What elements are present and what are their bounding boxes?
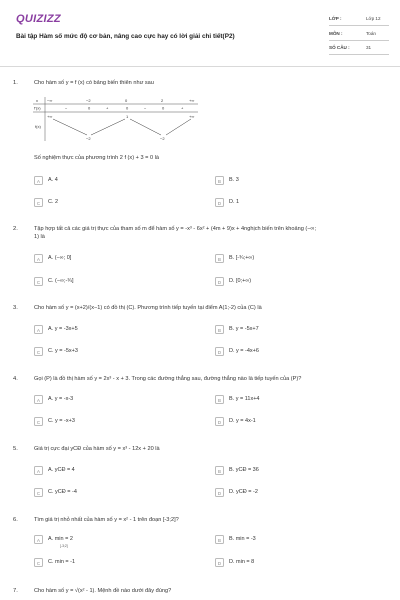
page-title: Bài tập Hàm số mức độ cơ bản, nâng cao cực hay có lời giải chi tiết(P2) xyxy=(16,33,235,40)
meta-label: LỚP : xyxy=(329,16,342,21)
divider xyxy=(329,25,389,26)
option-b[interactable] xyxy=(215,466,385,476)
option-c[interactable] xyxy=(34,488,204,498)
option-letter: C xyxy=(34,198,43,207)
table-fp-label: f'(x) xyxy=(34,105,41,111)
question-text: Cho hàm số y = f (x) có bảng biến thiên như sau xyxy=(34,80,154,86)
question-text: Tìm giá trị nhỏ nhất của hàm số y = x² - 1 trên đoạn [-3;2]? xyxy=(34,517,179,523)
option-b[interactable] xyxy=(215,535,385,545)
variation-table xyxy=(33,97,198,143)
option-a[interactable] xyxy=(34,395,204,405)
min-subscript: [-3;2] xyxy=(60,544,68,548)
option-label: D. yCĐ = -2 xyxy=(229,489,258,495)
option-c[interactable] xyxy=(34,198,204,208)
option-d[interactable] xyxy=(215,277,385,287)
quizizz-logo: QUIZIZZ xyxy=(16,13,61,25)
option-letter: C xyxy=(34,347,43,356)
question-number: 5. xyxy=(13,446,18,452)
question-text: Gọi (P) là đồ thị hàm số y = 2x³ - x + 3. Trong các đường thẳng sau, đường thẳng nào là tiếp tuyến của (P)? xyxy=(34,376,302,382)
question-text: Giá trị cực đại yCĐ của hàm số y = x³ - 12x + 20 là xyxy=(34,446,160,452)
meta-class xyxy=(329,14,389,26)
table-sign: + xyxy=(181,105,184,111)
option-a[interactable] xyxy=(34,176,204,186)
option-letter: A xyxy=(34,176,43,185)
option-letter: B xyxy=(215,395,224,404)
option-label: C. y = -x+3 xyxy=(48,418,75,424)
divider xyxy=(329,40,389,41)
option-label: B. [-¾;+∞) xyxy=(229,255,255,261)
table-x-value: −∞ xyxy=(47,98,53,103)
option-label: D. 1 xyxy=(229,199,240,205)
option-label: B. y = 11x+4 xyxy=(229,396,260,402)
header xyxy=(0,0,400,62)
option-letter: D xyxy=(215,417,224,426)
option-label: C. yCĐ = -4 xyxy=(48,489,77,495)
option-a[interactable] xyxy=(34,466,204,476)
option-label: C. min = -1 xyxy=(48,559,76,565)
table-f-value: +∞ xyxy=(189,114,195,119)
option-label: C. (−∞;-¾] xyxy=(48,278,74,284)
table-f-value: −2 xyxy=(160,136,165,141)
question-number: 3. xyxy=(13,305,18,311)
option-letter: D xyxy=(215,347,224,356)
option-letter: D xyxy=(215,558,224,567)
question-number: 4. xyxy=(13,376,18,382)
question-number: 7. xyxy=(13,588,18,594)
option-label: B. y = -5x+7 xyxy=(229,326,259,332)
option-letter: B xyxy=(215,535,224,544)
option-letter: A xyxy=(34,254,43,263)
option-letter: A xyxy=(34,325,43,334)
table-sign: − xyxy=(65,105,68,111)
option-d[interactable] xyxy=(215,198,385,208)
table-f-value: −2 xyxy=(86,136,91,141)
question-number: 6. xyxy=(13,517,18,523)
option-label: A. y = -3x+5 xyxy=(48,326,78,332)
option-label: A. min = 2 xyxy=(48,536,73,542)
table-f-value: +∞ xyxy=(47,114,53,119)
question-text: 1) là xyxy=(34,234,45,240)
table-sign: 0 xyxy=(162,105,165,111)
option-label: D. y = 4x-1 xyxy=(229,418,256,424)
table-sign: + xyxy=(106,105,109,111)
meta-value: Toán xyxy=(366,31,376,36)
option-label: B. 3 xyxy=(229,177,239,183)
option-label: A. y = -x-3 xyxy=(48,396,74,402)
question-text: Cho hàm số y = √(x² - 1). Mệnh đề nào dưới đây đúng? xyxy=(34,588,172,594)
option-label: A. 4 xyxy=(48,177,58,183)
table-f-value: 1 xyxy=(126,114,129,119)
table-sign: 0 xyxy=(88,105,91,111)
question-text: Số nghiệm thực của phương trình 2 f (x) + 3 = 0 là xyxy=(34,155,159,161)
option-letter: B xyxy=(215,176,224,185)
option-letter: A xyxy=(34,466,43,475)
table-x-value: 2 xyxy=(161,98,164,103)
option-label: B. min = -3 xyxy=(229,536,256,542)
option-b[interactable] xyxy=(215,176,385,186)
option-c[interactable] xyxy=(34,558,204,568)
question-number: 1. xyxy=(13,80,18,86)
option-letter: A xyxy=(34,535,43,544)
option-label: C. 2 xyxy=(48,199,59,205)
question-text: Tập hợp tất cả các giá trị thực của tham số m để hàm số y = -x³ - 6x² + (4m + 9)x + 4nghịch biến trên khoảng (−∞; xyxy=(34,226,317,232)
option-a[interactable] xyxy=(34,254,204,264)
meta-subject xyxy=(329,29,389,41)
option-label: D. min = 8 xyxy=(229,559,255,565)
header-divider xyxy=(0,66,400,67)
option-letter: C xyxy=(34,417,43,426)
divider xyxy=(329,54,389,55)
option-d[interactable] xyxy=(215,488,385,498)
option-letter: C xyxy=(34,277,43,286)
option-letter: B xyxy=(215,254,224,263)
option-label: D. [0;+∞) xyxy=(229,278,252,284)
table-x-value: −2 xyxy=(86,98,91,103)
option-b[interactable] xyxy=(215,395,385,405)
question-text: Cho hàm số y = (x+2)/(x−1) có đồ thị (C). Phương trình tiếp tuyến tại điểm A(1;-2) của (C) là xyxy=(34,305,262,311)
option-label: A. yCĐ = 4 xyxy=(48,467,75,473)
option-c[interactable] xyxy=(34,347,204,357)
table-f-label: f(x) xyxy=(35,124,41,129)
option-letter: D xyxy=(215,488,224,497)
option-letter: B xyxy=(215,325,224,334)
meta-value: Lớp 12 xyxy=(366,16,381,21)
option-b[interactable] xyxy=(215,325,385,335)
option-a[interactable] xyxy=(34,325,204,335)
meta-label: SỐ CÂU : xyxy=(329,45,350,50)
table-x-value: +∞ xyxy=(189,98,195,103)
question-number: 2. xyxy=(13,226,18,232)
option-label: C. y = -5x+3 xyxy=(48,348,78,354)
table-sign: − xyxy=(144,105,147,111)
meta-value: 31 xyxy=(366,45,372,50)
option-c[interactable] xyxy=(34,277,204,287)
option-letter: C xyxy=(34,488,43,497)
option-d[interactable] xyxy=(215,347,385,357)
table-x-value: 0 xyxy=(125,98,128,103)
option-label: B. yCĐ = 36 xyxy=(229,467,259,473)
meta-count xyxy=(329,43,389,55)
option-b[interactable] xyxy=(215,254,385,264)
meta-label: MÔN : xyxy=(329,31,343,36)
option-d[interactable] xyxy=(215,558,385,568)
option-c[interactable] xyxy=(34,417,204,427)
option-d[interactable] xyxy=(215,417,385,427)
option-letter: C xyxy=(34,558,43,567)
option-label: D. y = -4x+6 xyxy=(229,348,259,354)
option-letter: B xyxy=(215,466,224,475)
option-letter: D xyxy=(215,198,224,207)
table-sign: 0 xyxy=(126,105,129,111)
option-label: A. (−∞; 0] xyxy=(48,255,72,261)
option-letter: D xyxy=(215,277,224,286)
option-letter: A xyxy=(34,395,43,404)
table-x-label: x xyxy=(36,98,38,103)
